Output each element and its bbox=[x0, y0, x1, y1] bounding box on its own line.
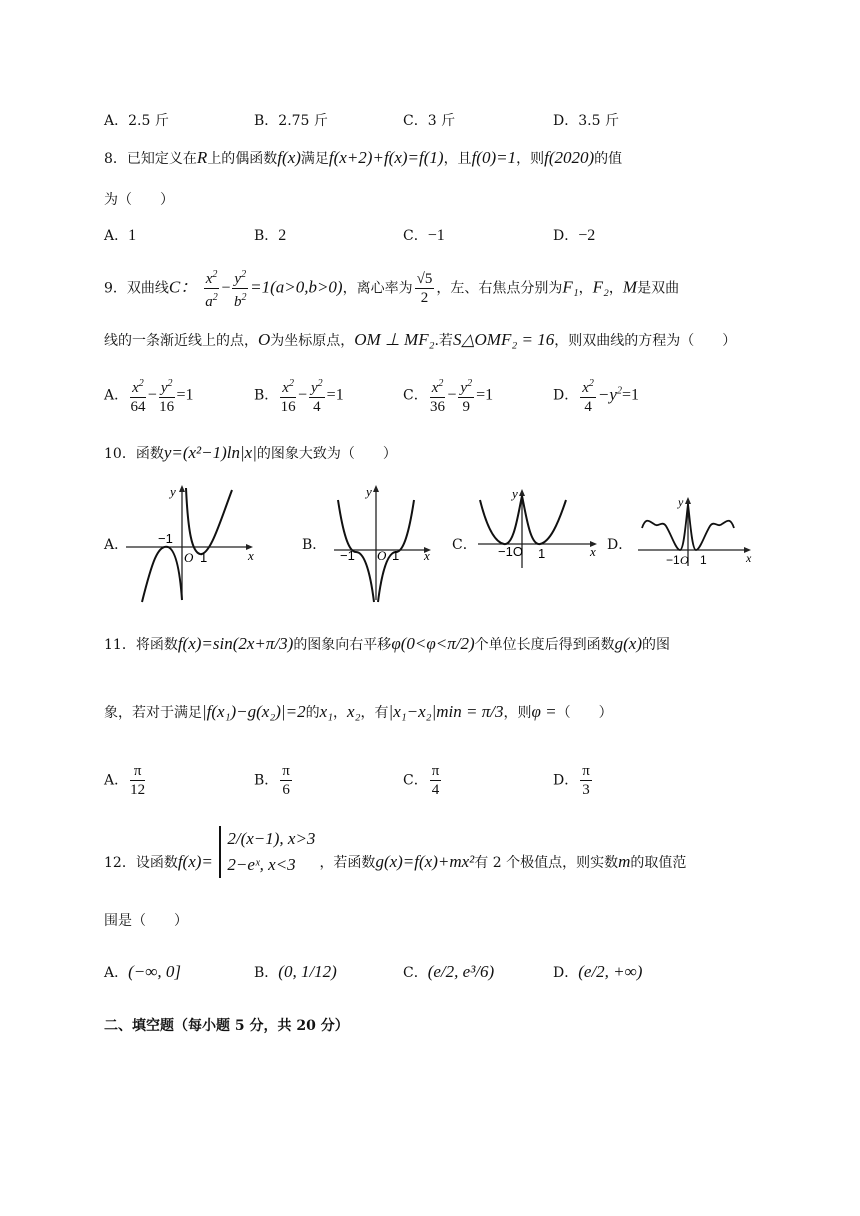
math-x1: x₁ bbox=[319, 702, 334, 721]
stem-text: ，则 bbox=[516, 151, 545, 167]
option-numerator: π bbox=[282, 763, 290, 779]
stem-text: 的取值范 bbox=[630, 855, 687, 871]
stem-text: 的图象大致为（ ） bbox=[256, 446, 397, 462]
y-axis-arrow bbox=[179, 485, 185, 492]
stem-text: 上的偶函数 bbox=[207, 151, 278, 167]
stem-text: ，左、右焦点分别为 bbox=[436, 280, 563, 297]
option-label: D． bbox=[553, 965, 579, 981]
math-O: O bbox=[258, 330, 271, 349]
math-M: M bbox=[622, 277, 638, 297]
option-label: B． bbox=[254, 387, 279, 404]
option-numerator: π bbox=[431, 763, 440, 779]
tick-label-neg1: −1 bbox=[666, 553, 680, 567]
q10-option-d-label[interactable]: D． bbox=[607, 537, 633, 553]
option-denominator: 6 bbox=[282, 782, 290, 798]
q10-option-a-label[interactable]: A． bbox=[104, 537, 129, 553]
option-text: (−∞, 0] bbox=[128, 962, 181, 981]
math-F1: F₁ bbox=[562, 277, 579, 297]
graph-b-svg bbox=[332, 480, 436, 604]
tick-label-neg1: −1 bbox=[340, 548, 355, 563]
option-text: 1 bbox=[128, 227, 137, 244]
math-function: y=(x²−1)ln|x| bbox=[163, 443, 257, 462]
graph-a-svg bbox=[120, 482, 260, 604]
option-label: B． bbox=[254, 113, 279, 129]
x-axis-label: x bbox=[746, 551, 752, 565]
math-R: R bbox=[196, 148, 208, 167]
option-label: A． bbox=[104, 965, 129, 981]
q12-option-b[interactable] bbox=[254, 962, 337, 982]
option-denominator: 4 bbox=[313, 399, 321, 415]
math-condition: =1(a>0,b>0) bbox=[250, 277, 343, 297]
y-axis-label: y bbox=[512, 486, 518, 501]
option-denominator: 16 bbox=[159, 399, 175, 415]
option-label: D． bbox=[553, 387, 579, 404]
q10-graph-d[interactable] bbox=[632, 490, 756, 572]
x-axis-label: x bbox=[424, 548, 430, 563]
q10-graph-b[interactable] bbox=[332, 480, 436, 604]
q11-option-c[interactable] bbox=[403, 762, 443, 799]
option-label: C． bbox=[403, 965, 428, 981]
option-denominator: 12 bbox=[130, 782, 146, 798]
y-axis-arrow bbox=[685, 497, 691, 504]
option-denominator: 4 bbox=[431, 782, 440, 798]
math-phi-range: φ(0<φ<π/2) bbox=[391, 634, 475, 653]
q9-option-a[interactable]: A． $\frac{x^2}{64}$ − $\frac{y^2}{16}$ =1 bbox=[104, 375, 194, 416]
y-axis-arrow bbox=[519, 489, 525, 496]
option-text: 2.75 斤 bbox=[278, 113, 328, 129]
math-perp: OM ⊥ MF₂ bbox=[354, 330, 435, 349]
q10-stem bbox=[104, 443, 397, 463]
q7-option-d[interactable] bbox=[553, 110, 619, 130]
stem-text: 的 bbox=[305, 705, 320, 721]
stem-text: ，有 bbox=[360, 705, 389, 721]
math-function: f(x)=sin(2x+π/3) bbox=[177, 634, 294, 653]
option-label: C． bbox=[403, 387, 428, 404]
q7-option-a[interactable] bbox=[104, 110, 169, 130]
q9-option-b[interactable]: B． $\frac{x^2}{16}$ − $\frac{y^2}{4}$ =1 bbox=[254, 375, 344, 416]
option-label: A． bbox=[104, 772, 129, 789]
q11-option-a[interactable] bbox=[104, 762, 147, 799]
option-label: C． bbox=[403, 113, 428, 129]
math-equation: f(x+2)+f(x)=f(1) bbox=[328, 148, 444, 167]
piecewise-brace bbox=[219, 826, 315, 878]
case-2: 2−eˣ, x<3 bbox=[227, 855, 296, 874]
origin-label: O bbox=[377, 548, 387, 563]
option-label: A． bbox=[104, 113, 129, 129]
q11-option-b[interactable] bbox=[254, 762, 294, 799]
option-denominator: 64 bbox=[130, 399, 146, 415]
frac-eccentricity: $\frac{√5}{2}$ bbox=[416, 271, 433, 306]
q9-stem-line1: 9．双曲线C： $\frac{x^2}{a^2}$ − $\frac{y^2}{b^2}$ =1(a>0,b>0)，离心率为 $\frac{√5}{2}$ ，左、右焦点分别为F₁，F₂，M是双曲 bbox=[104, 266, 679, 311]
q7-option-c[interactable] bbox=[403, 110, 455, 130]
x-axis-label: x bbox=[590, 544, 596, 559]
option-label: A． bbox=[104, 387, 129, 404]
stem-text: ， bbox=[333, 705, 348, 721]
stem-text: 的图象向右平移 bbox=[293, 637, 392, 653]
option-text: (0, 1/12) bbox=[278, 962, 337, 981]
question-number: 9． bbox=[104, 280, 127, 297]
stem-text: 设函数 bbox=[135, 855, 178, 871]
stem-text: ，且 bbox=[443, 151, 472, 167]
curve bbox=[480, 496, 566, 544]
stem-text: ，离心率为 bbox=[342, 280, 413, 297]
stem-text: 将函数 bbox=[135, 637, 178, 653]
math-abs: |f(x₁)−g(x₂)|=2 bbox=[202, 702, 306, 721]
option-label: C． bbox=[403, 228, 428, 244]
option-text: 2.5 斤 bbox=[128, 113, 169, 129]
option-text: 2 bbox=[278, 227, 287, 244]
stem-text: 是双曲 bbox=[637, 280, 680, 297]
q12-option-d[interactable] bbox=[553, 962, 642, 982]
curve-left bbox=[142, 547, 182, 602]
y-axis-arrow bbox=[373, 485, 379, 492]
option-label: C． bbox=[403, 772, 428, 789]
option-label: D． bbox=[553, 113, 579, 129]
q10-graph-c[interactable] bbox=[474, 484, 604, 570]
q12-stem-line1 bbox=[104, 829, 687, 878]
stem-text: ，则双曲线的方程为（ ） bbox=[554, 333, 737, 349]
stem-text: 有 2 个极值点，则实数 bbox=[474, 855, 619, 871]
stem-text: ， bbox=[608, 280, 623, 297]
math-gx: g(x) bbox=[614, 634, 643, 653]
option-denominator: 3 bbox=[582, 782, 590, 798]
stem-text: 个单位长度后得到函数 bbox=[474, 637, 615, 653]
q10-graph-a[interactable] bbox=[120, 482, 260, 604]
stem-text: 的图 bbox=[642, 637, 671, 653]
question-number: 10． bbox=[104, 446, 136, 462]
option-label: A． bbox=[104, 228, 129, 244]
q12-stem-line2: 围是（ ） bbox=[104, 913, 188, 929]
q9-option-c[interactable]: C． $\frac{x^2}{36}$ − $\frac{y^2}{9}$ =1 bbox=[403, 375, 493, 416]
q9-option-d[interactable]: D． $\frac{x^2}{4}$ $-y^2=1$ bbox=[553, 375, 639, 416]
graph-c-svg bbox=[474, 484, 604, 570]
tick-label-1: 1 bbox=[538, 546, 546, 561]
math-f0: f(0)=1 bbox=[471, 148, 517, 167]
math-min: |x₁−x₂|min = π/3 bbox=[388, 702, 504, 721]
math-fx: f(x) bbox=[277, 148, 301, 167]
math-C: C： bbox=[168, 277, 198, 297]
option-denominator: 16 bbox=[280, 399, 296, 415]
option-denominator: 9 bbox=[462, 399, 470, 415]
q11-stem-line2 bbox=[104, 702, 613, 722]
stem-text: 双曲线 bbox=[126, 280, 169, 297]
tick-label-1: 1 bbox=[200, 550, 208, 565]
math-phi: φ = bbox=[531, 702, 557, 721]
stem-text: 满足 bbox=[300, 151, 329, 167]
curve-right bbox=[186, 488, 232, 554]
option-label: D． bbox=[553, 772, 579, 789]
q10-option-c-label[interactable]: C． bbox=[452, 537, 477, 553]
stem-text: 为坐标原点， bbox=[270, 333, 355, 349]
q11-option-d[interactable] bbox=[553, 762, 594, 799]
stem-text: （ ） bbox=[556, 705, 613, 721]
option-text: −2 bbox=[578, 227, 596, 244]
q9-stem-line2 bbox=[104, 330, 736, 350]
math-x2: x₂ bbox=[347, 702, 361, 721]
math-m: m bbox=[618, 852, 631, 871]
option-label: D． bbox=[553, 228, 579, 244]
q8-option-d[interactable] bbox=[553, 225, 595, 245]
math-f2020: f(2020) bbox=[544, 148, 595, 167]
q8-stem-line1 bbox=[104, 148, 622, 168]
question-number: 12． bbox=[104, 855, 136, 871]
option-label: B． bbox=[254, 965, 279, 981]
option-label: B． bbox=[254, 228, 279, 244]
origin-label: O bbox=[680, 553, 689, 567]
section-heading-fill-in: 二、填空题（每小题 5 分，共 20 分） bbox=[104, 1018, 349, 1034]
y-axis-label: y bbox=[170, 484, 176, 499]
option-denominator: 4 bbox=[584, 399, 592, 415]
tick-label-1: 1 bbox=[392, 548, 400, 563]
stem-text: ， bbox=[578, 280, 593, 297]
graph-d-svg bbox=[632, 490, 756, 572]
option-label: B． bbox=[254, 772, 279, 789]
option-text: 3 斤 bbox=[427, 113, 456, 129]
y-axis-label: y bbox=[678, 495, 684, 509]
tick-label-neg1: −1 bbox=[158, 531, 173, 546]
stem-text: .若 bbox=[434, 333, 453, 349]
stem-text: ，则 bbox=[503, 705, 532, 721]
frac-y2-b2: $\frac{y^2}{b^2}$ bbox=[232, 266, 248, 311]
q8-option-c[interactable] bbox=[403, 225, 445, 245]
question-number: 11． bbox=[104, 637, 136, 653]
math-F2: F₂ bbox=[592, 277, 609, 297]
option-numerator: π bbox=[582, 763, 590, 779]
question-number: 8． bbox=[104, 151, 127, 167]
tick-label-neg1-origin: −1O bbox=[498, 544, 523, 559]
stem-text: ，若函数 bbox=[319, 855, 376, 871]
option-denominator: 36 bbox=[430, 399, 446, 415]
frac-x2-a2: $\frac{x^2}{a^2}$ bbox=[204, 266, 220, 311]
q8-option-a[interactable] bbox=[104, 225, 136, 245]
y-axis-label: y bbox=[366, 484, 372, 499]
stem-text: 的值 bbox=[594, 151, 623, 167]
q11-stem-line1 bbox=[104, 634, 670, 654]
option-text: (e/2, e³/6) bbox=[427, 962, 495, 981]
q12-option-a[interactable] bbox=[104, 962, 181, 982]
option-numerator: π bbox=[130, 762, 145, 781]
stem-text: 线的一条渐近线上的点， bbox=[104, 333, 258, 349]
q10-option-b-label[interactable]: B． bbox=[302, 537, 327, 553]
stem-text: 函数 bbox=[135, 446, 164, 462]
tick-label-1: 1 bbox=[700, 553, 707, 567]
math-gx: g(x)=f(x)+mx² bbox=[375, 852, 475, 871]
stem-text: 已知定义在 bbox=[126, 151, 197, 167]
option-text: 3.5 斤 bbox=[578, 113, 619, 129]
origin-label: O bbox=[184, 550, 194, 565]
q8-option-b[interactable] bbox=[254, 225, 286, 245]
stem-text: 象，若对于满足 bbox=[104, 705, 202, 721]
case-1: 2/(x−1), x>3 bbox=[227, 829, 316, 848]
option-text: −1 bbox=[427, 227, 445, 244]
x-axis-label: x bbox=[248, 548, 254, 563]
q7-option-b[interactable] bbox=[254, 110, 328, 130]
option-text: (e/2, +∞) bbox=[578, 962, 643, 981]
q8-stem-line2: 为（ ） bbox=[104, 192, 174, 208]
q12-option-c[interactable] bbox=[403, 962, 494, 982]
math-area: S△OMF₂ = 16 bbox=[452, 330, 555, 349]
math-fx: f(x)= bbox=[177, 852, 213, 871]
